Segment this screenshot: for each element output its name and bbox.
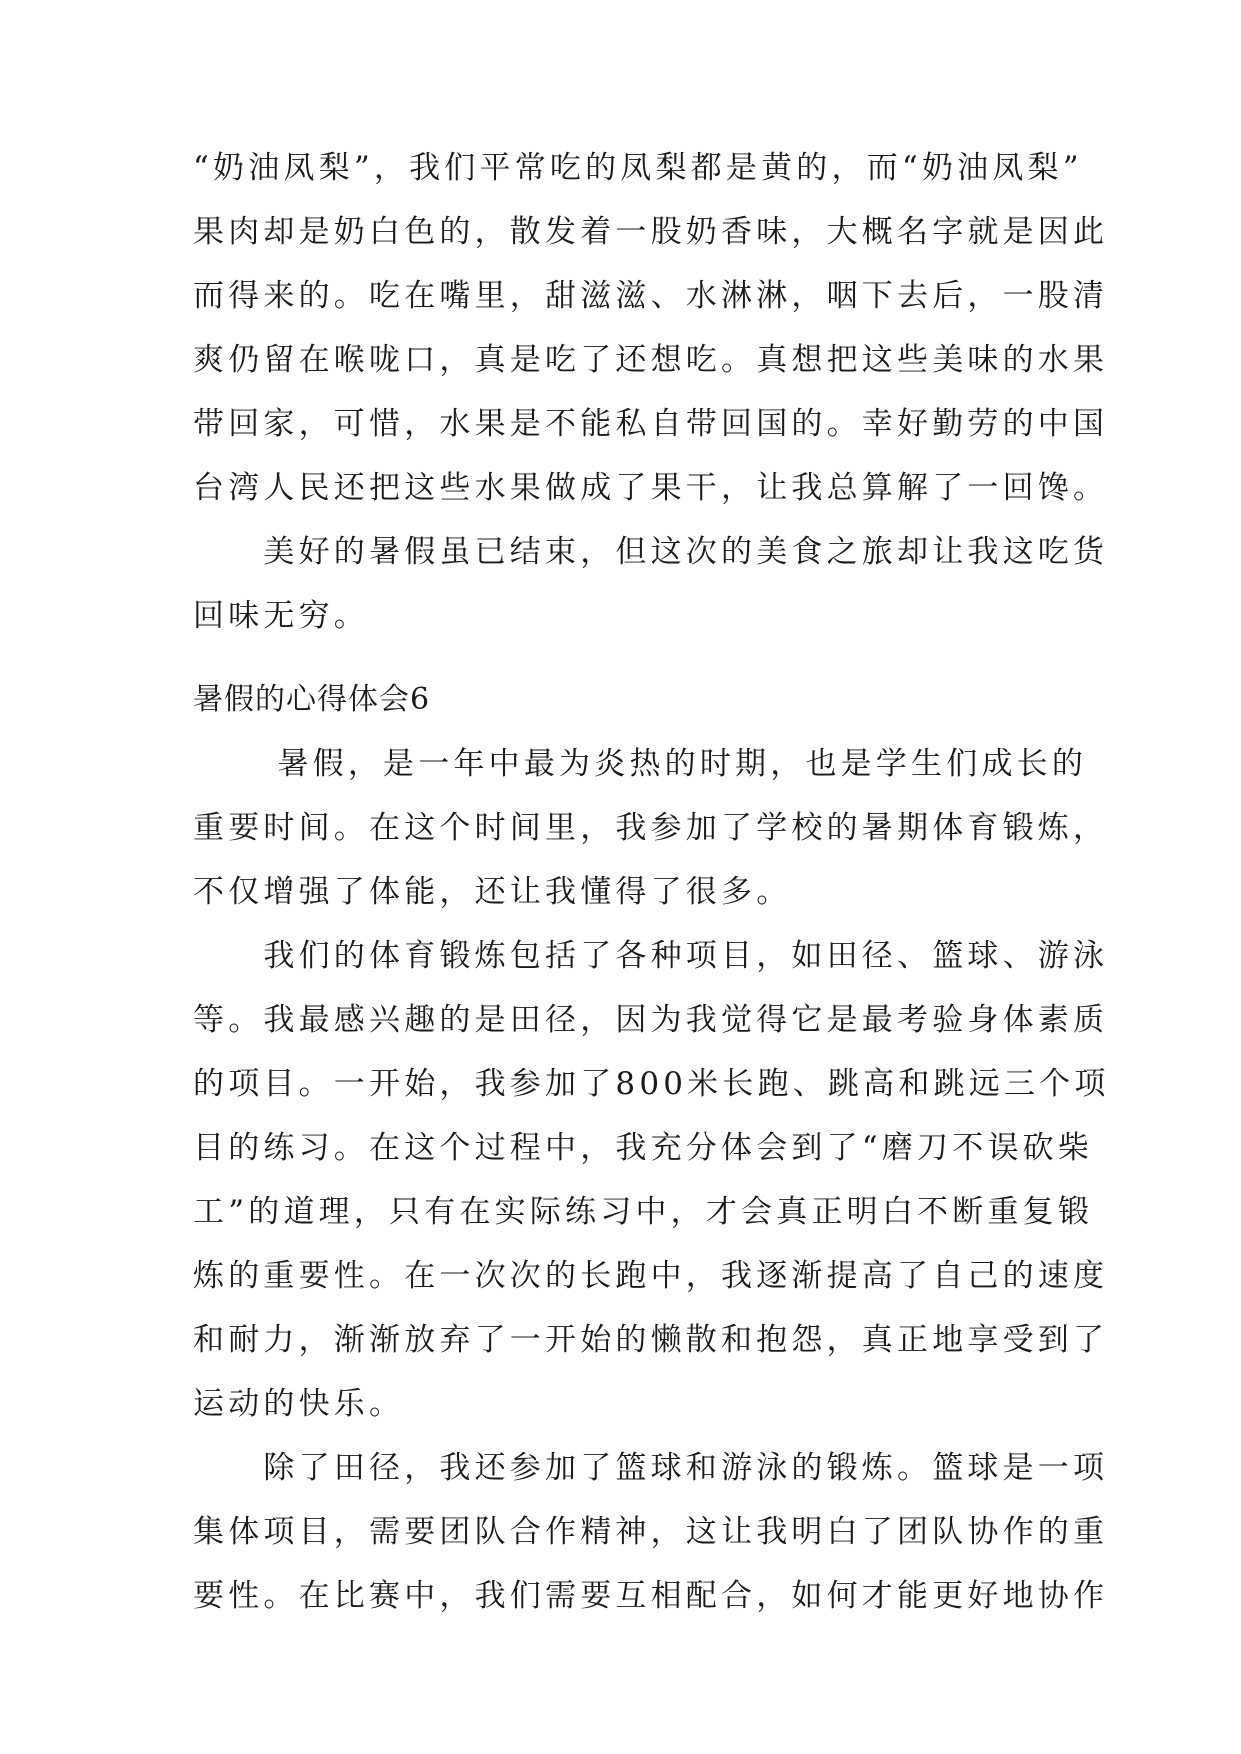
text-line: 带回家，可惜，水果是不能私自带回国的。幸好勤劳的中国 [193,406,1109,442]
text-line: “奶油凤梨”，我们平常吃的凤梨都是黄的，而“奶油凤梨” [193,150,1083,186]
text-line: 要性。在比赛中，我们需要互相配合，如何才能更好地协作 [193,1578,1109,1614]
section-title: 暑假的心得体会6 [193,682,431,717]
text-line: 爽仍留在喉咙口，真是吃了还想吃。真想把这些美味的水果 [193,342,1109,378]
text-line: 目的练习。在这个过程中，我充分体会到了“磨刀不误砍柴 [193,1130,1094,1166]
text-line: 和耐力，渐渐放弃了一开始的懒散和抱怨，真正地享受到了 [193,1322,1109,1358]
text-line: 的项目。一开始，我参加了800米长跑、跳高和跳远三个项 [193,1066,1110,1102]
text-line: 除了田径，我还参加了篮球和游泳的锻炼。篮球是一项 [193,1450,1109,1486]
paragraph-block-section-6 [193,732,1110,1628]
text-line: 重要时间。在这个时间里，我参加了学校的暑期体育锻炼， [193,810,1109,846]
text-line: 我们的体育锻炼包括了各种项目，如田径、篮球、游泳 [193,938,1109,974]
text-line: 等。我最感兴趣的是田径，因为我觉得它是最考验身体素质 [193,1002,1109,1038]
text-line: 而得来的。吃在嘴里，甜滋滋、水淋淋，咽下去后，一股清 [193,278,1109,314]
text-line: 回味无穷。 [193,598,369,634]
section-heading-block [193,668,1073,732]
paragraph-block-continued [193,136,1109,648]
text-line: 工”的道理，只有在实际练习中，才会真正明白不断重复锻 [193,1194,1094,1230]
text-line: 炼的重要性。在一次次的长跑中，我逐渐提高了自己的速度 [193,1258,1109,1294]
text-line: 暑假，是一年中最为炎热的时期，也是学生们成长的 [193,746,1088,782]
text-line: 集体项目，需要团队合作精神，这让我明白了团队协作的重 [193,1514,1109,1550]
text-line: 美好的暑假虽已结束，但这次的美食之旅却让我这吃货 [193,534,1109,570]
text-line: 不仅增强了体能，还让我懂得了很多。 [193,874,792,910]
text-line: 台湾人民还把这些水果做成了果干，让我总算解了一回馋。 [193,470,1109,506]
text-line: 运动的快乐。 [193,1386,405,1422]
text-line: 果肉却是奶白色的，散发着一股奶香味，大概名字就是因此 [193,214,1109,250]
